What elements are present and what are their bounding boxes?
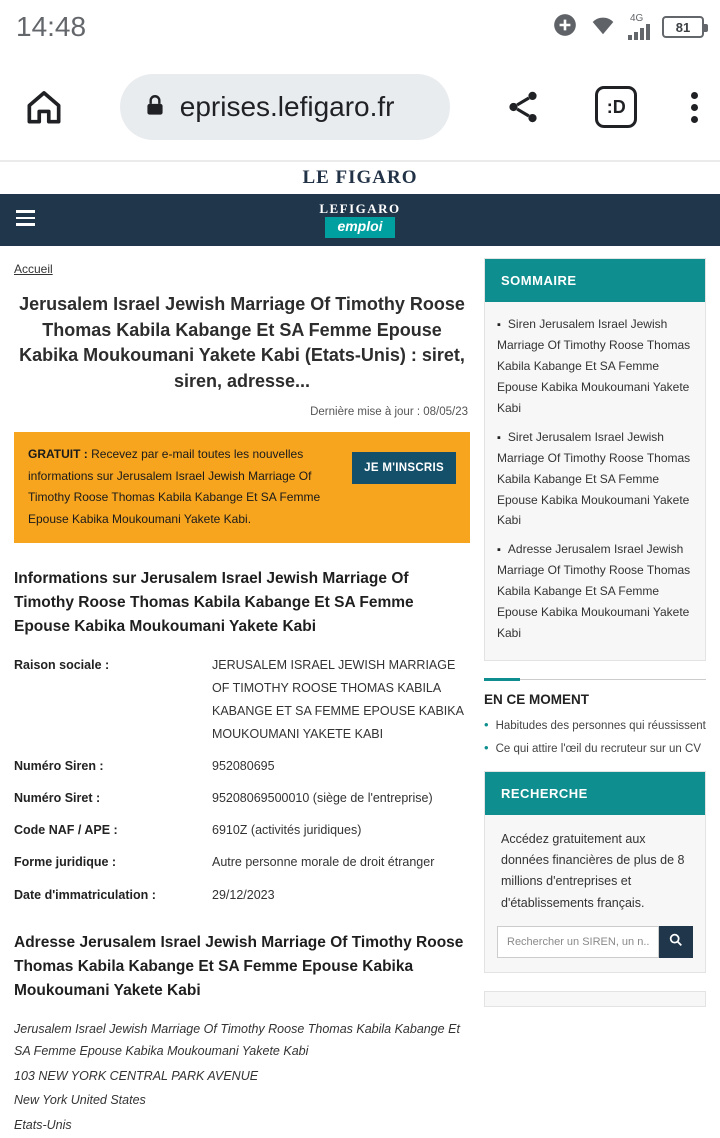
info-value: 29/12/2023 <box>212 887 275 902</box>
info-value: 6910Z (activités juridiques) <box>212 823 362 838</box>
sommaire-list <box>485 302 705 660</box>
info-value: 952080695 <box>212 759 275 774</box>
adresse-section-heading: Adresse Jerusalem Israel Jewish Marriage Of Timothy Roose Thomas Kabila Kabange Et SA Femme Epouse Kabika Moukoumani Yakete Kabi <box>14 933 464 999</box>
en-ce-moment-title: EN CE MOMENT <box>484 691 590 707</box>
kebab-menu-icon <box>691 92 698 123</box>
breadcrumb-home-link[interactable]: Accueil <box>14 262 53 276</box>
info-row <box>14 884 470 907</box>
info-row <box>14 819 470 842</box>
next-box-partial <box>484 991 706 1007</box>
address-bar[interactable] <box>120 74 450 140</box>
home-button[interactable] <box>22 85 66 129</box>
lock-icon <box>142 93 168 122</box>
en-ce-moment-link[interactable]: • Habitudes des personnes qui réussissent <box>484 717 706 732</box>
clock: 14:48 <box>16 11 87 42</box>
informations-section-heading: Informations sur Jerusalem Israel Jewish Marriage Of Timothy Roose Thomas Kabila Kabange Et SA Femme Epouse Kabika Moukoumani Yakete Kabi <box>14 569 414 635</box>
newsletter-body: Recevez par e-mail toutes les nouvelles informations sur Jerusalem Israel Jewish Marriage Of Timothy Roose Thomas Kabila Kabange Et SA Femme Epouse Kabika Moukoumani Yakete Kabi. <box>28 447 321 526</box>
search-submit-button[interactable] <box>659 926 693 958</box>
recherche-box <box>484 771 706 973</box>
status-bar <box>0 0 720 54</box>
sommaire-item-adresse[interactable]: ▪ Adresse Jerusalem Israel Jewish Marriage Of Timothy Roose Thomas Kabila Kabange Et SA Femme Epouse Kabika Moukoumani Yakete Kabi <box>497 539 693 644</box>
data-saver-icon <box>552 12 578 43</box>
share-button[interactable] <box>504 88 542 126</box>
siren-search-input[interactable] <box>497 926 659 958</box>
sommaire-box <box>484 258 706 661</box>
sidebar <box>484 258 706 1007</box>
info-label: Date d'immatriculation : <box>14 887 156 902</box>
page-title: Jerusalem Israel Jewish Marriage Of Timothy Roose Thomas Kabila Kabange Et SA Femme Epouse Kabika Moukoumani Yakete Kabi (Etats-Unis) : siret, siren, adresse... <box>19 294 465 391</box>
newsletter-banner <box>14 432 470 542</box>
search-icon <box>668 932 684 951</box>
battery-level: 81 <box>675 19 691 35</box>
en-ce-moment-section <box>484 679 706 755</box>
breadcrumb <box>14 262 470 276</box>
hamburger-menu-button[interactable] <box>16 210 35 226</box>
newsletter-text <box>28 444 340 530</box>
info-label: Raison sociale : <box>14 657 110 672</box>
tab-count: :D <box>606 96 626 117</box>
address-line: Etats-Unis <box>14 1117 72 1132</box>
browser-menu-button[interactable] <box>691 92 698 123</box>
lefigaro-logo[interactable]: LE FIGARO <box>302 167 418 188</box>
info-label: Numéro Siren : <box>14 759 104 774</box>
status-icons <box>552 12 704 43</box>
tab-switcher-button[interactable] <box>595 86 637 128</box>
newsletter-prefix: GRATUIT : <box>28 447 88 462</box>
cellular-signal-icon <box>628 14 650 40</box>
figaro-emploi-logo[interactable] <box>319 202 400 238</box>
browser-toolbar <box>0 54 720 160</box>
sommaire-title: SOMMAIRE <box>485 259 705 302</box>
recherche-description: Accédez gratuitement aux données financières de plus de 8 millions d'entreprises et d'établissements français. <box>501 831 685 910</box>
sommaire-item-siren[interactable]: ▪ Siren Jerusalem Israel Jewish Marriage Of Timothy Roose Thomas Kabila Kabange Et SA Femme Epouse Kabika Moukoumani Yakete Kabi <box>497 314 693 419</box>
recherche-title: RECHERCHE <box>485 772 705 815</box>
info-row <box>14 654 470 747</box>
info-row <box>14 755 470 778</box>
info-label: Numéro Siret : <box>14 791 101 806</box>
page-content <box>0 246 720 1138</box>
address-line: Jerusalem Israel Jewish Marriage Of Timothy Roose Thomas Kabila Kabange Et SA Femme Epouse Kabika Moukoumani Yakete Kabi <box>14 1021 460 1059</box>
en-ce-moment-link[interactable]: • Ce qui attire l'œil du recruteur sur un CV <box>484 740 706 755</box>
recherche-body <box>485 815 705 972</box>
last-update-text: Dernière mise à jour : 08/05/23 <box>310 406 468 419</box>
battery-icon <box>662 16 704 38</box>
search-row <box>497 926 693 958</box>
figaro-masthead <box>0 162 720 194</box>
info-label: Forme juridique : <box>14 855 117 870</box>
figaro-emploi-brand: LEFIGARO <box>319 200 401 216</box>
address-line: 103 NEW YORK CENTRAL PARK AVENUE <box>14 1068 259 1083</box>
emploi-badge: emploi <box>325 217 394 238</box>
info-row <box>14 787 470 810</box>
info-value: Autre personne morale de droit étranger <box>212 855 435 870</box>
main-column <box>14 258 470 1138</box>
subscribe-button[interactable]: JE M'INSCRIS <box>352 452 456 484</box>
info-row <box>14 851 470 874</box>
info-value: 95208069500010 (siège de l'entreprise) <box>212 791 433 806</box>
info-label: Code NAF / APE : <box>14 823 118 838</box>
address-line: New York United States <box>14 1093 146 1108</box>
sommaire-item-siret[interactable]: ▪ Siret Jerusalem Israel Jewish Marriage Of Timothy Roose Thomas Kabila Kabange Et SA Femme Epouse Kabika Moukoumani Yakete Kabi <box>497 427 693 532</box>
wifi-icon <box>590 12 616 43</box>
network-type-label: 4G <box>630 13 644 24</box>
info-value: JERUSALEM ISRAEL JEWISH MARRIAGE OF TIMOTHY ROOSE THOMAS KABILA KABANGE ET SA FEMME EPOUSE KABIKA MOUKOUMANI YAKETE KABI <box>212 657 464 741</box>
site-header <box>0 194 720 246</box>
url-text: eprises.lefigaro.fr <box>179 91 395 122</box>
section-rule <box>484 679 706 680</box>
